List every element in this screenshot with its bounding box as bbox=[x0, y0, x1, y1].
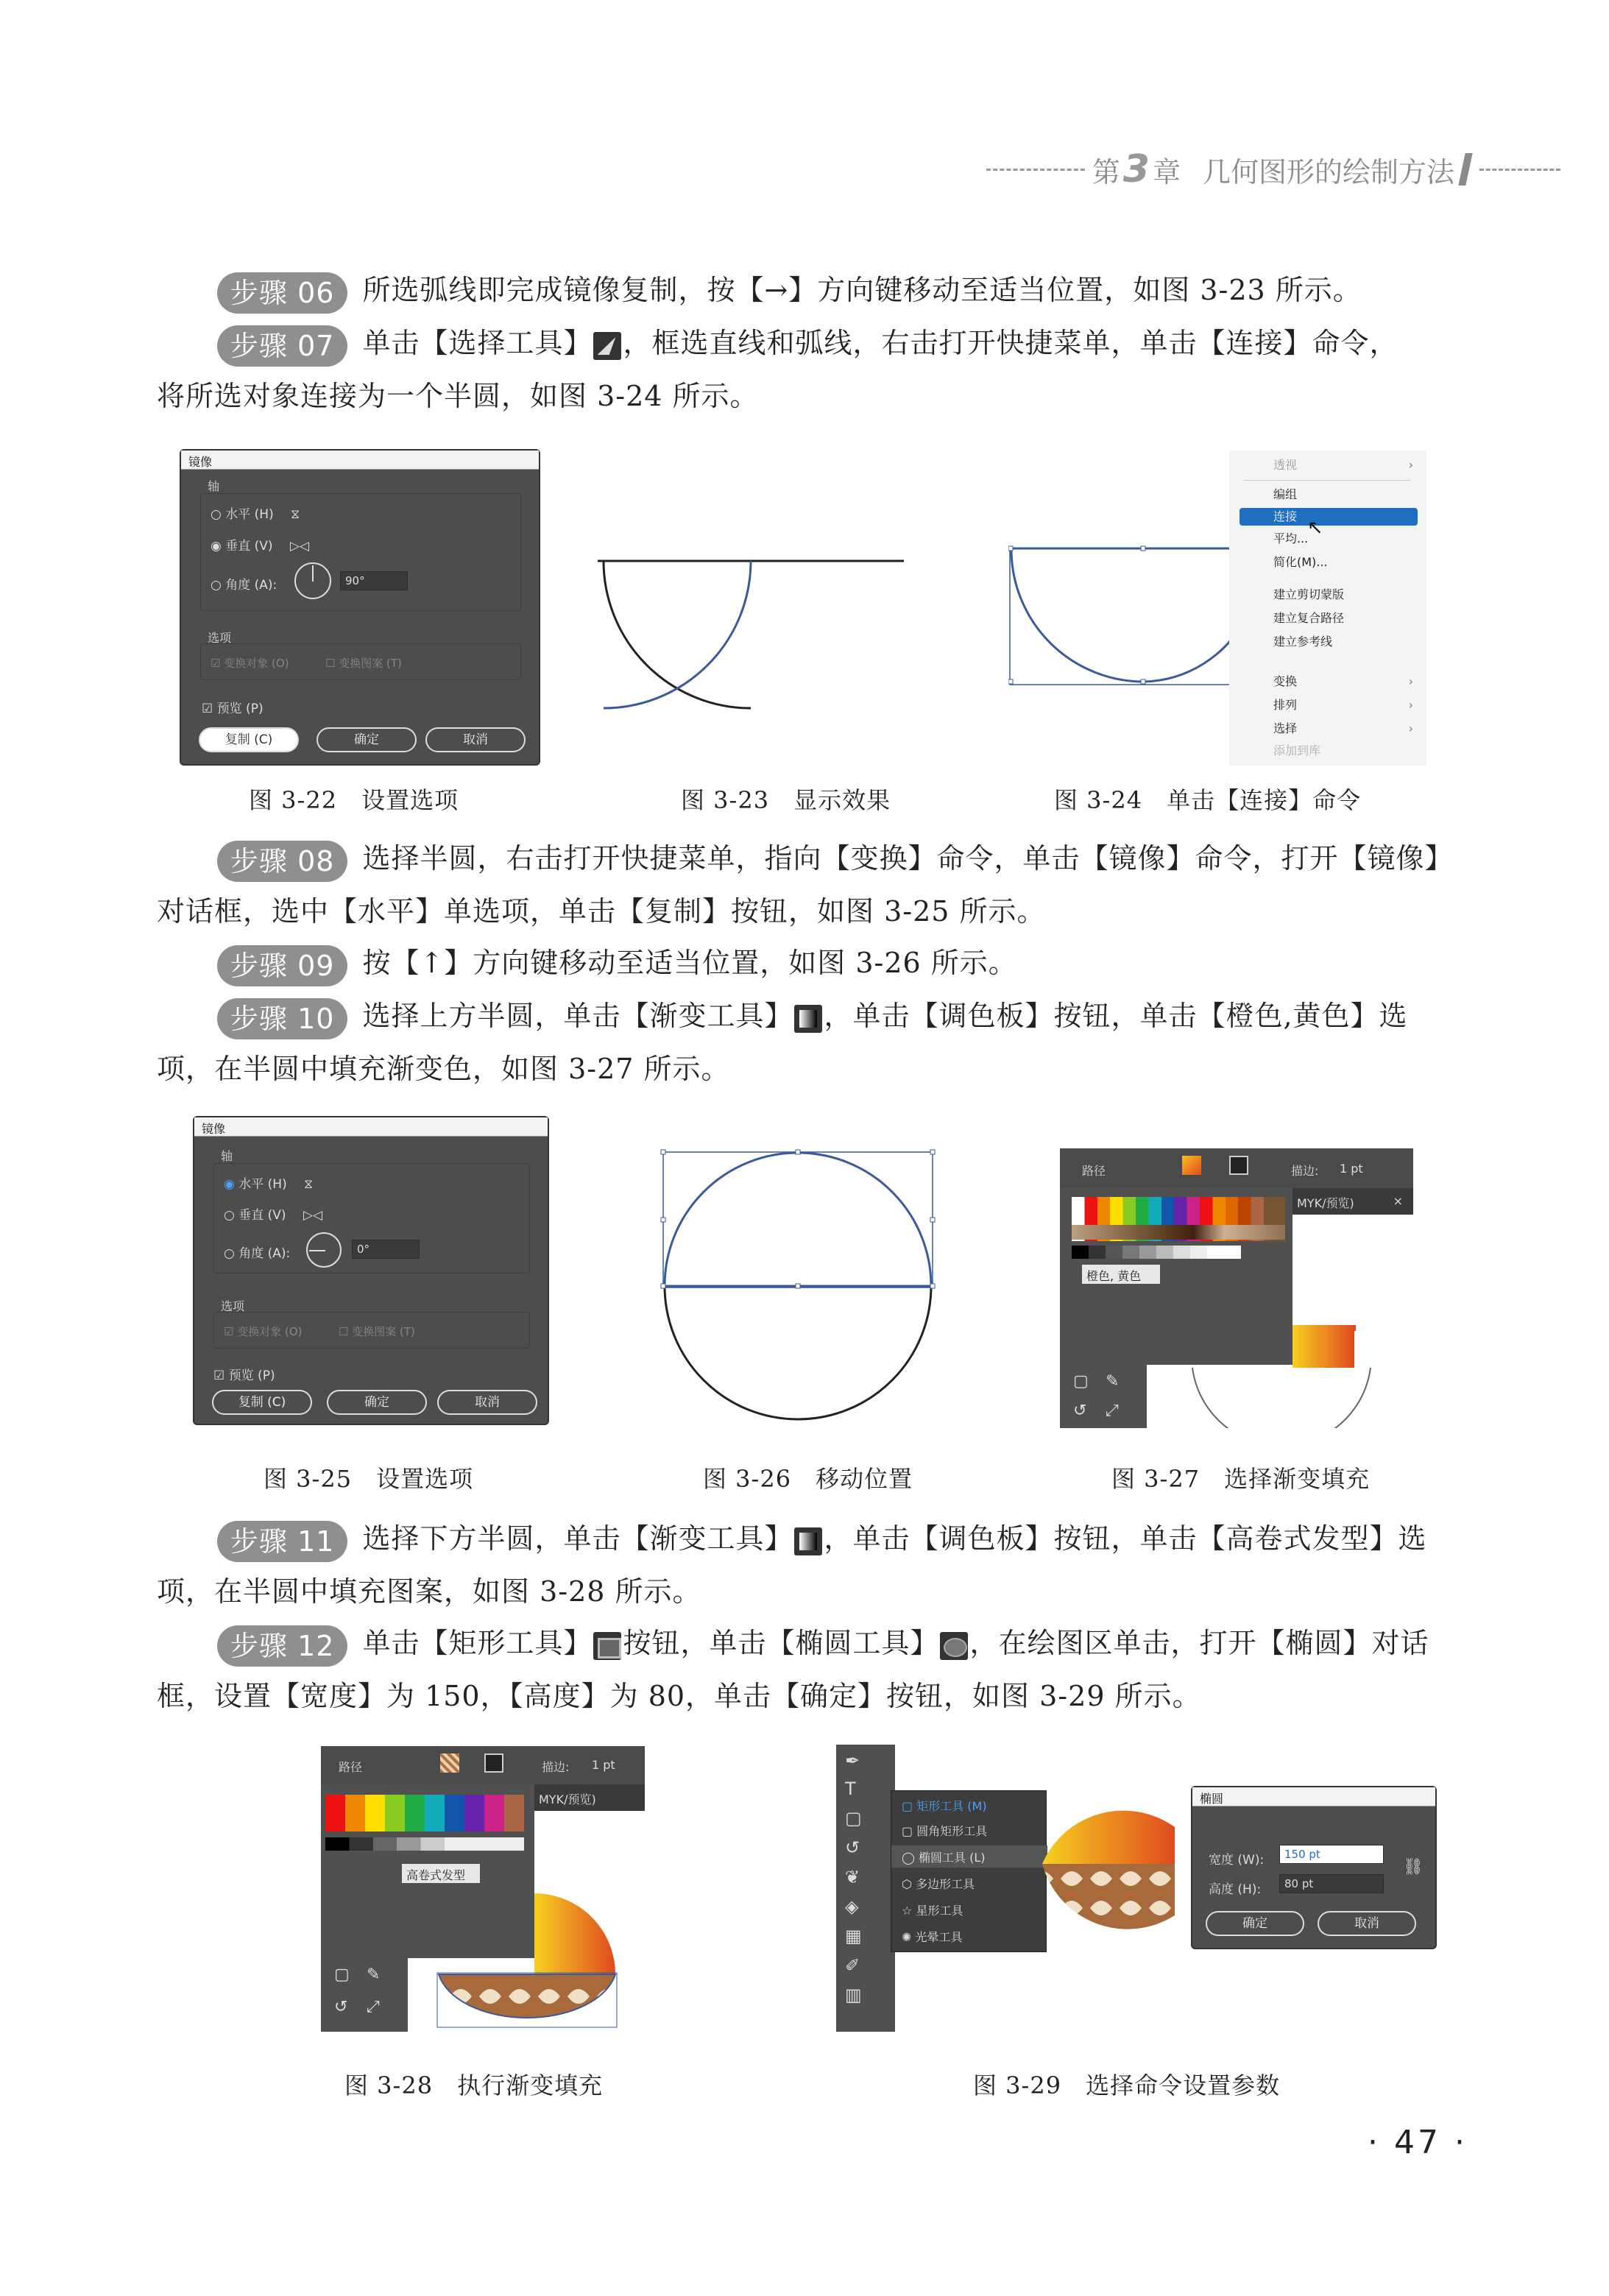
angle-input[interactable]: 90° bbox=[340, 571, 408, 590]
stroke-label: 描边: bbox=[542, 1760, 570, 1774]
step-text: 项，在半圆中填充图案，如图 3-28 所示。 bbox=[157, 1575, 701, 1608]
flyout-polygon[interactable]: ⬡ 多边形工具 bbox=[902, 1877, 975, 1891]
chapter-suffix: 章 bbox=[1152, 155, 1181, 188]
caption-fig-3-26: 图 3-26 移动位置 bbox=[703, 1465, 913, 1493]
warp-tool-icon: ❦ bbox=[845, 1867, 860, 1887]
stroke-swatch[interactable] bbox=[484, 1753, 503, 1773]
ellipse-tool-icon bbox=[940, 1632, 968, 1660]
radio-vertical[interactable]: ○ 垂直 (V) ▷◁ bbox=[224, 1208, 323, 1223]
menu-item-simplify[interactable]: 简化(M)... bbox=[1273, 555, 1328, 569]
swatch-tooltip: 高卷式发型 bbox=[402, 1864, 480, 1883]
transform-pattern-checkbox[interactable]: ☐ 变换图案 (T) bbox=[325, 657, 402, 670]
tool-flyout bbox=[891, 1790, 1047, 1952]
height-label: 高度 (H): bbox=[1209, 1882, 1262, 1897]
fig-3-27-panel bbox=[1060, 1148, 1413, 1428]
rectangle-tool-icon bbox=[593, 1632, 621, 1660]
swatch-tooltip: 橙色, 黄色 bbox=[1082, 1265, 1160, 1284]
menu-item-join[interactable]: 连接 bbox=[1240, 508, 1418, 526]
scale-tool-icon: ⤢ bbox=[367, 1998, 380, 2016]
type-tool-icon: T bbox=[845, 1778, 856, 1799]
eyedropper-icon: ✐ bbox=[845, 1955, 860, 1976]
ok-button[interactable]: 确定 bbox=[1206, 1911, 1304, 1936]
dialog-title: 椭圆 bbox=[1192, 1787, 1435, 1806]
pen-tool-icon: ✒ bbox=[845, 1751, 860, 1771]
header-dash bbox=[986, 169, 1085, 171]
control-bar bbox=[1060, 1148, 1413, 1188]
graph-tool-icon: ▥ bbox=[845, 1985, 862, 2005]
fig-3-23-arcs bbox=[589, 545, 927, 736]
flyout-star[interactable]: ☆ 星形工具 bbox=[902, 1904, 963, 1918]
radio-vertical[interactable]: ◉ 垂直 (V) ▷◁ bbox=[211, 539, 310, 554]
step-text: 按钮，单击【椭圆工具】 bbox=[623, 1627, 939, 1659]
rotate-tool-icon: ↺ bbox=[1073, 1402, 1087, 1420]
menu-divider bbox=[1244, 480, 1410, 481]
flyout-flare[interactable]: ✺ 光晕工具 bbox=[902, 1930, 963, 1944]
cursor-icon: ↖ bbox=[1307, 517, 1323, 539]
menu-item-select[interactable]: 选择 › bbox=[1273, 721, 1413, 735]
menu-item-group[interactable]: 编组 bbox=[1273, 487, 1298, 501]
menu-item-average[interactable]: 平均... bbox=[1273, 531, 1309, 545]
path-label: 路径 bbox=[339, 1760, 363, 1774]
flyout-rounded-rectangle[interactable]: ▢ 圆角矩形工具 bbox=[902, 1824, 988, 1838]
step-text: ，框选直线和弧线，右击打开快捷菜单，单击【连接】命令， bbox=[623, 327, 1398, 359]
mirror-dialog-2 bbox=[193, 1116, 549, 1425]
pattern-circle bbox=[417, 1893, 637, 2030]
transform-pattern-checkbox[interactable]: ☐ 变换图案 (T) bbox=[339, 1325, 415, 1338]
chapter-header bbox=[979, 147, 1568, 191]
copy-button[interactable]: 复制 (C) bbox=[212, 1390, 312, 1415]
step-text: 单击【选择工具】 bbox=[362, 327, 593, 359]
horizontal-axis-icon: ⧖ bbox=[304, 1177, 314, 1192]
axis-label: 轴 bbox=[221, 1149, 233, 1163]
earth-swatches[interactable] bbox=[1072, 1225, 1285, 1240]
mesh-tool-icon: ▦ bbox=[845, 1926, 862, 1946]
menu-item-transform[interactable]: 变换 › bbox=[1273, 674, 1413, 688]
gradient-semicircle bbox=[1182, 1325, 1403, 1428]
chapter-prefix: 第 bbox=[1092, 155, 1120, 188]
step-badge: 步骤 12 bbox=[217, 1625, 347, 1667]
options-label: 选项 bbox=[221, 1299, 245, 1313]
width-input[interactable]: 150 pt bbox=[1279, 1845, 1384, 1864]
menu-item-clipping-mask[interactable]: 建立剪切蒙版 bbox=[1273, 587, 1345, 601]
step-09 bbox=[157, 936, 1482, 989]
radio-horizontal[interactable]: ○ 水平 (H) ⧖ bbox=[211, 507, 300, 522]
ok-button[interactable]: 确定 bbox=[317, 727, 417, 752]
header-dash-right bbox=[1479, 169, 1560, 171]
cancel-button[interactable]: 取消 bbox=[1318, 1911, 1416, 1936]
flyout-rectangle[interactable]: ▢ 矩形工具 (M) bbox=[902, 1799, 987, 1813]
stroke-value[interactable]: 1 pt bbox=[1340, 1162, 1363, 1176]
angle-dial[interactable] bbox=[294, 562, 331, 599]
rotate-tool-icon: ↺ bbox=[334, 1998, 348, 2016]
path-label: 路径 bbox=[1082, 1164, 1106, 1178]
cancel-button[interactable]: 取消 bbox=[425, 727, 526, 752]
chapter-title: 几何图形的绘制方法 bbox=[1202, 155, 1454, 188]
gradient-tool-icon bbox=[794, 1005, 822, 1033]
height-input[interactable]: 80 pt bbox=[1279, 1874, 1384, 1893]
width-label: 宽度 (W): bbox=[1209, 1853, 1265, 1868]
header-bar bbox=[1458, 153, 1472, 186]
step-badge: 步骤 08 bbox=[217, 841, 347, 882]
transform-object-checkbox[interactable]: ☑ 变换对象 (O) bbox=[224, 1325, 303, 1338]
step-text: 项，在半圆中填充渐变色，如图 3-27 所示。 bbox=[157, 1053, 730, 1085]
caption-fig-3-29: 图 3-29 选择命令设置参数 bbox=[973, 2071, 1281, 2099]
rotate-tool-icon: ↺ bbox=[845, 1837, 860, 1858]
angle-label: ○ 角度 (A): bbox=[211, 578, 277, 593]
step-badge: 步骤 09 bbox=[217, 945, 347, 986]
step-text: 将所选对象连接为一个半圆，如图 3-24 所示。 bbox=[157, 380, 759, 412]
toolbar bbox=[1060, 1365, 1147, 1428]
caption-fig-3-25: 图 3-25 设置选项 bbox=[264, 1465, 474, 1493]
step-badge: 步骤 07 bbox=[217, 325, 347, 367]
copy-button[interactable]: 复制 (C) bbox=[199, 727, 299, 752]
radio-horizontal[interactable]: ◉ 水平 (H) ⧖ bbox=[224, 1177, 314, 1192]
angle-label: ○ 角度 (A): bbox=[224, 1246, 291, 1261]
caption-fig-3-24: 图 3-24 单击【连接】命令 bbox=[1054, 786, 1362, 814]
step-text: 按【↑】方向键移动至适当位置，如图 3-26 所示。 bbox=[362, 947, 1017, 979]
step-06 bbox=[157, 264, 1482, 317]
flyout-ellipse[interactable]: ◯ 椭圆工具 (L) bbox=[902, 1851, 986, 1865]
fill-swatch[interactable] bbox=[440, 1753, 459, 1773]
rectangle-tool-icon: ▢ bbox=[334, 1965, 350, 1984]
step-text: ，单击【调色板】按钮，单击【高卷式发型】选 bbox=[824, 1522, 1427, 1555]
fig-3-29-artwork bbox=[1028, 1776, 1182, 1967]
shape-builder-icon: ◈ bbox=[845, 1896, 859, 1917]
caption-fig-3-22: 图 3-22 设置选项 bbox=[249, 786, 459, 814]
link-icon[interactable]: ⛓ bbox=[1403, 1858, 1424, 1876]
horizontal-axis-icon: ⧖ bbox=[291, 507, 300, 522]
caption-fig-3-28: 图 3-28 执行渐变填充 bbox=[344, 2071, 604, 2099]
step-12 bbox=[157, 1617, 1482, 1723]
selection-tool-icon bbox=[593, 332, 621, 360]
gradient-tool-icon bbox=[794, 1527, 822, 1555]
step-text: 所选弧线即完成镜像复制，按【→】方向键移动至适当位置，如图 3-23 所示。 bbox=[362, 274, 1362, 306]
ellipse-dialog bbox=[1191, 1786, 1437, 1949]
step-badge: 步骤 11 bbox=[217, 1521, 347, 1562]
stroke-label: 描边: bbox=[1291, 1164, 1319, 1178]
step-text: 框，设置【宽度】为 150，【高度】为 80，单击【确定】按钮，如图 3-29 所示。 bbox=[157, 1680, 1201, 1712]
ok-button[interactable]: 确定 bbox=[327, 1390, 427, 1415]
angle-input[interactable]: 0° bbox=[352, 1240, 420, 1259]
menu-item-add-to-library[interactable]: 添加到库 bbox=[1273, 743, 1321, 757]
stroke-swatch[interactable] bbox=[1229, 1156, 1248, 1175]
gray-swatches[interactable] bbox=[1072, 1246, 1241, 1259]
menu-item-guides[interactable]: 建立参考线 bbox=[1273, 635, 1333, 649]
step-text: 选择上方半圆，单击【渐变工具】 bbox=[362, 1000, 793, 1032]
options-label: 选项 bbox=[208, 631, 232, 645]
brush-tool-icon: ✎ bbox=[367, 1965, 381, 1984]
fig-3-26-circle bbox=[659, 1148, 939, 1428]
step-badge: 步骤 10 bbox=[217, 998, 347, 1039]
dialog-title: 镜像 bbox=[181, 451, 539, 470]
doc-tab[interactable]: MYK/预览) bbox=[534, 1784, 645, 1811]
menu-item-arrange[interactable]: 排列 › bbox=[1273, 698, 1413, 712]
dialog-title: 镜像 bbox=[194, 1117, 548, 1137]
color-swatches[interactable] bbox=[325, 1795, 524, 1831]
vertical-axis-icon: ▷◁ bbox=[303, 1208, 323, 1223]
step-text: ，单击【调色板】按钮，单击【橙色,黄色】选 bbox=[824, 1000, 1408, 1032]
fill-swatch[interactable] bbox=[1182, 1156, 1201, 1175]
caption-fig-3-23: 图 3-23 显示效果 bbox=[681, 786, 891, 814]
angle-dial[interactable] bbox=[306, 1232, 342, 1268]
step-badge: 步骤 06 bbox=[217, 272, 347, 314]
step-07 bbox=[157, 317, 1482, 423]
transform-object-checkbox[interactable]: ☑ 变换对象 (O) bbox=[211, 657, 289, 670]
fig-3-24-semicircle bbox=[1008, 545, 1259, 692]
page-number: · 47 · bbox=[1368, 2124, 1468, 2161]
step-text: 选择半圆，右击打开快捷菜单，指向【变换】命令，单击【镜像】命令，打开【镜像】 bbox=[362, 842, 1454, 875]
caption-fig-3-27: 图 3-27 选择渐变填充 bbox=[1111, 1465, 1371, 1493]
doc-tab[interactable]: MYK/预览) × bbox=[1292, 1188, 1413, 1215]
scale-tool-icon: ⤢ bbox=[1106, 1402, 1119, 1420]
mirror-dialog-1 bbox=[180, 449, 540, 766]
step-text: ，在绘图区单击，打开【椭圆】对话 bbox=[969, 1627, 1429, 1659]
gray-swatches[interactable] bbox=[325, 1837, 524, 1851]
preview-checkbox[interactable]: ☑ 预览 (P) bbox=[213, 1368, 275, 1383]
rectangle-tool-icon: ▢ bbox=[845, 1808, 862, 1829]
step-08 bbox=[157, 832, 1482, 938]
menu-item-perspective[interactable]: 透视 › bbox=[1273, 458, 1413, 472]
preview-checkbox[interactable]: ☑ 预览 (P) bbox=[202, 702, 264, 716]
menu-item-compound-path[interactable]: 建立复合路径 bbox=[1273, 611, 1345, 625]
cancel-button[interactable]: 取消 bbox=[437, 1390, 537, 1415]
step-text: 对话框，选中【水平】单选项，单击【复制】按钮，如图 3-25 所示。 bbox=[157, 895, 1046, 928]
step-10 bbox=[157, 989, 1482, 1095]
toolbar bbox=[321, 1958, 408, 2032]
vertical-axis-icon: ▷◁ bbox=[289, 539, 310, 554]
chapter-number: 3 bbox=[1122, 147, 1150, 191]
step-text: 选择下方半圆，单击【渐变工具】 bbox=[362, 1522, 793, 1555]
fig-3-28-panel bbox=[321, 1746, 645, 2032]
axis-label: 轴 bbox=[208, 479, 220, 493]
context-menu bbox=[1229, 451, 1426, 766]
stroke-value[interactable]: 1 pt bbox=[592, 1758, 615, 1772]
step-text: 单击【矩形工具】 bbox=[362, 1627, 593, 1659]
rectangle-tool-icon: ▢ bbox=[1073, 1372, 1089, 1391]
brush-tool-icon: ✎ bbox=[1106, 1372, 1120, 1391]
control-bar bbox=[321, 1746, 645, 1784]
fig-3-29-toolbar bbox=[836, 1745, 895, 2032]
step-11 bbox=[157, 1512, 1482, 1618]
